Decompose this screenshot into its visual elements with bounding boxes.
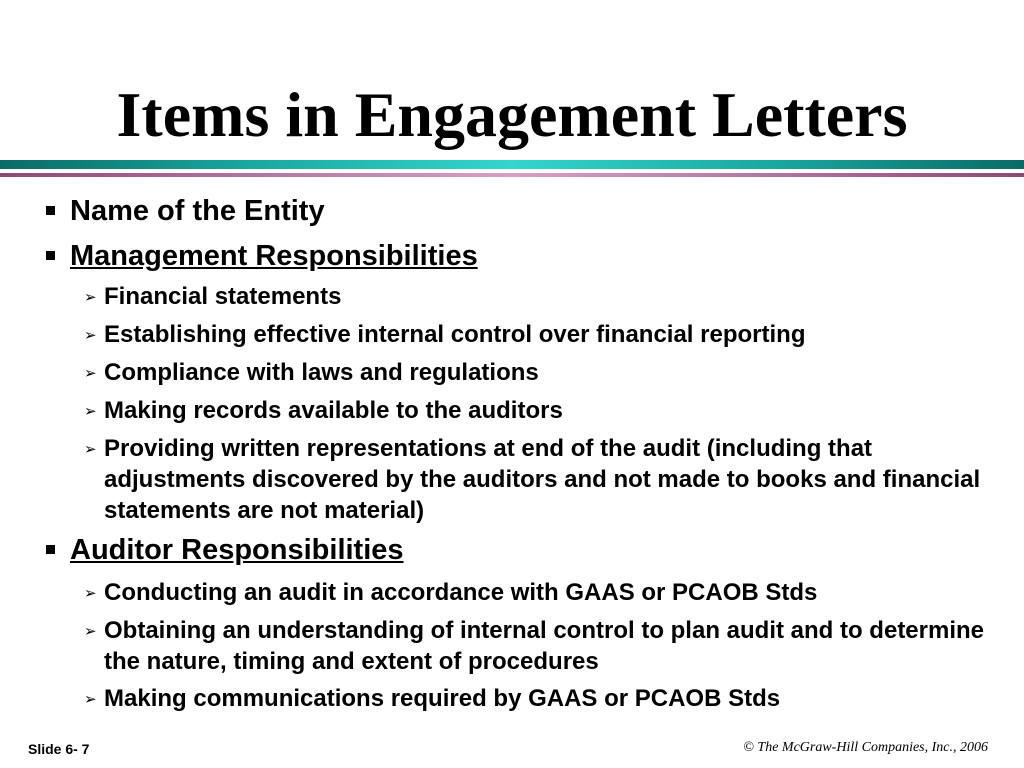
arrow-bullet-icon: ➢	[84, 327, 97, 344]
sub-bullet-item: Obtaining an understanding of internal control to plan audit and to determine the nature, timing and extent of procedures	[104, 617, 985, 675]
title-rule-mauve	[0, 173, 1024, 177]
arrow-bullet-icon: ➢	[84, 365, 97, 382]
slide-number: Slide 6- 7	[28, 741, 90, 757]
arrow-bullet-icon: ➢	[84, 289, 97, 306]
sub-bullet-item: Making communications required by GAAS or PCAOB Stds	[104, 685, 781, 712]
sub-bullet-item: Financial statements	[104, 283, 342, 310]
sub-bullet-item: Establishing effective internal control over financial reporting	[104, 321, 806, 348]
bullet-item: Management Responsibilities	[70, 240, 478, 272]
sub-bullet-item: Compliance with laws and regulations	[104, 359, 539, 386]
arrow-bullet-icon: ➢	[84, 585, 97, 602]
copyright-notice: © The McGraw-Hill Companies, Inc., 2006	[743, 740, 988, 755]
sub-bullet-item: Conducting an audit in accordance with GAAS or PCAOB Stds	[104, 579, 818, 606]
square-bullet-icon	[46, 545, 55, 554]
slide-title: Items in Engagement Letters	[116, 79, 908, 150]
arrow-bullet-icon: ➢	[84, 691, 97, 708]
bullet-item: Name of the Entity	[70, 195, 325, 227]
arrow-bullet-icon: ➢	[84, 623, 97, 640]
sub-bullet-item: Providing written representations at end of the audit (including that adjustments discovered by the auditors and not made to books and financial statements are not material)	[104, 435, 981, 524]
arrow-bullet-icon: ➢	[84, 441, 97, 458]
sub-bullet-item: Making records available to the auditors	[104, 397, 563, 424]
square-bullet-icon	[46, 251, 55, 260]
bullet-item: Auditor Responsibilities	[70, 534, 404, 566]
arrow-bullet-icon: ➢	[84, 403, 97, 420]
title-rule-teal	[0, 160, 1024, 169]
square-bullet-icon	[46, 206, 55, 215]
